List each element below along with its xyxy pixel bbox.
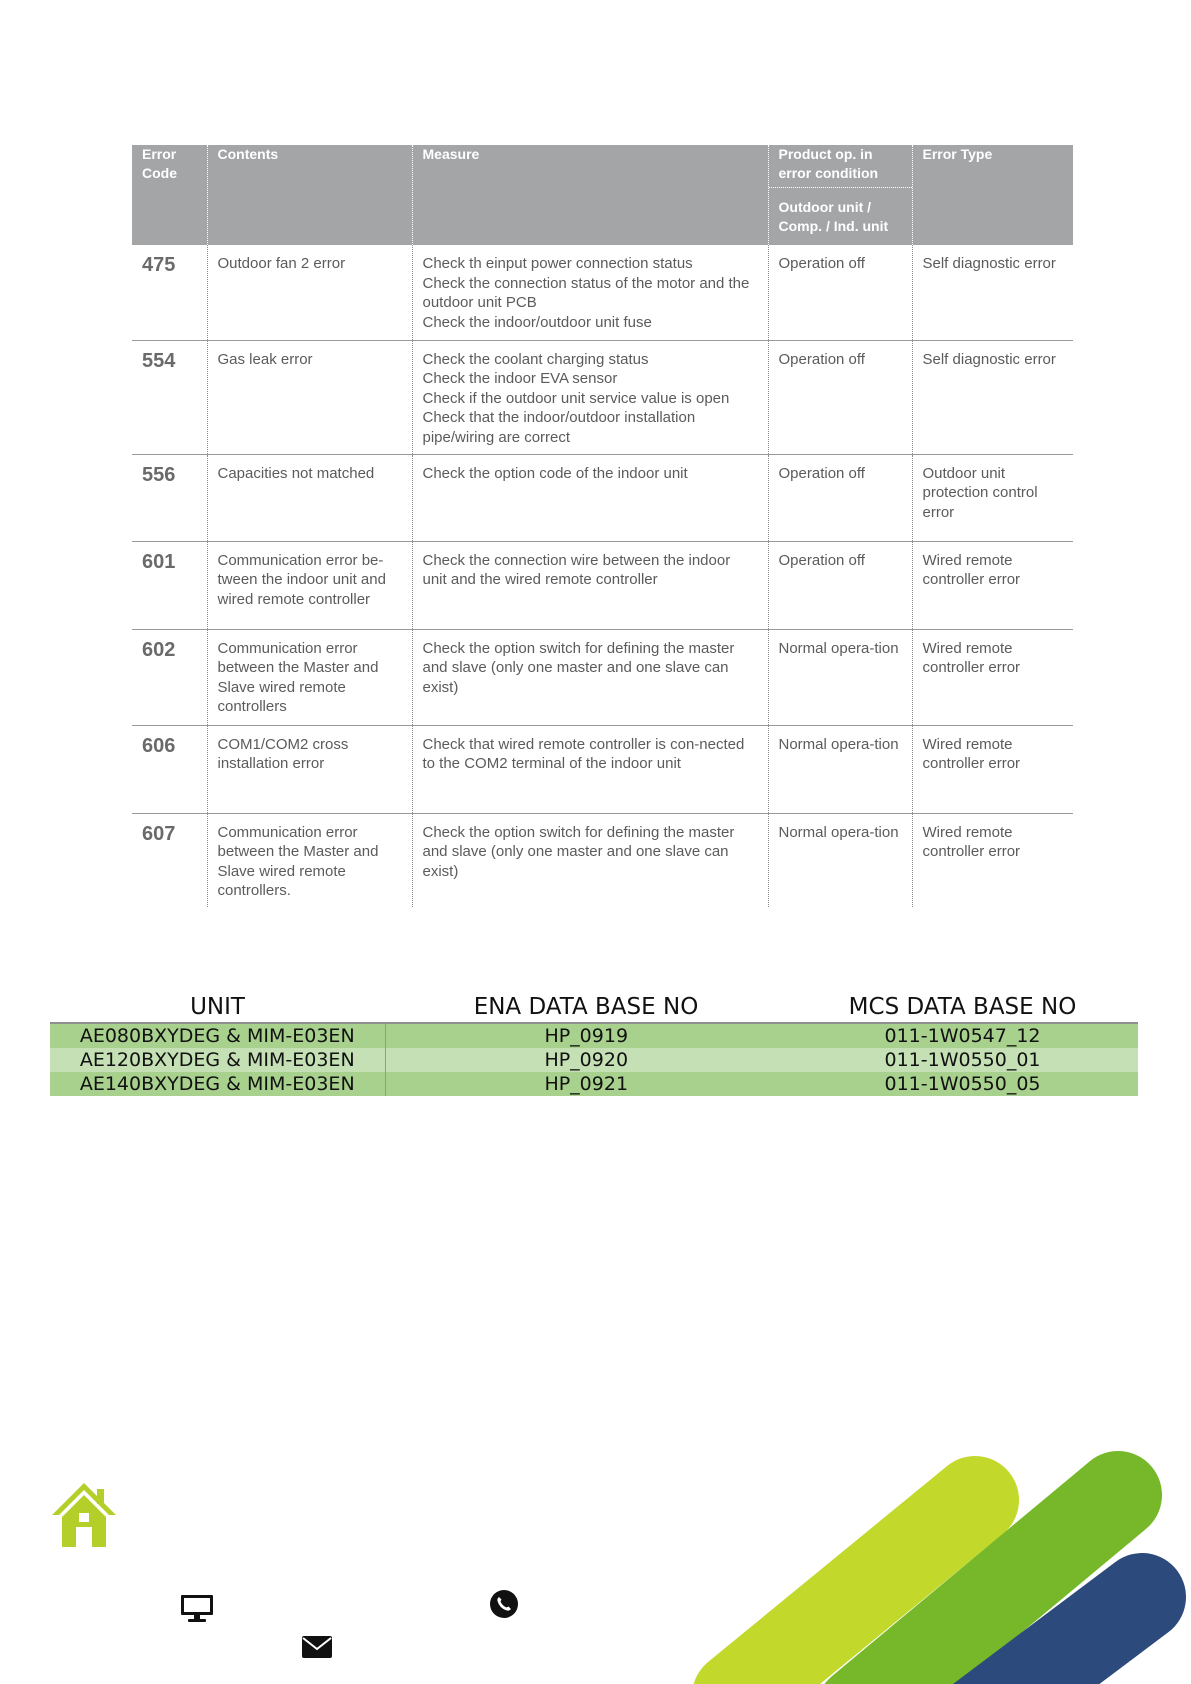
header-product-op-main: Product op. in error condition [769,145,912,188]
error-contents: Communication error between the Master and Slave wired remote controllers. [207,813,412,907]
error-type: Wired remote controller error [912,629,1073,725]
header-product-op-sub: Outdoor unit / Comp. / Ind. unit [778,199,889,234]
ena-number: HP_0919 [385,1023,787,1048]
ena-number: HP_0920 [385,1048,787,1072]
error-measure: Check the option code of the indoor unit [412,454,768,541]
error-contents: Communication error be-tween the indoor unit and wired remote controller [207,541,412,629]
error-operation: Normal opera-tion [768,725,912,813]
header-contents: Contents [207,145,412,245]
unit-model: AE120BXYDEG & MIM-E03EN [50,1048,385,1072]
mcs-number: 011-1W0550_05 [787,1072,1138,1096]
unit-model: AE140BXYDEG & MIM-E03EN [50,1072,385,1096]
header-error-type: Error Type [912,145,1073,245]
error-code: 556 [132,454,207,541]
error-code: 475 [142,254,176,276]
error-type: Wired remote controller error [912,541,1073,629]
error-measure: Check the option switch for defining the master and slave (only one master and one slave can exist) [412,629,768,725]
error-code: 606 [132,725,207,813]
error-operation: Operation off [768,245,912,340]
header-ena-number: ENA DATA BASE NO [385,994,787,1023]
error-type: Wired remote controller error [912,813,1073,907]
error-type: Self diagnostic error [912,340,1073,454]
error-code: 607 [132,813,207,907]
header-mcs-number: MCS DATA BASE NO [787,994,1138,1023]
error-contents: COM1/COM2 cross installation error [207,725,412,813]
error-operation: Normal opera-tion [768,629,912,725]
error-code: 602 [132,629,207,725]
error-operation: Operation off [768,340,912,454]
error-type: Outdoor unit protection control error [912,454,1073,541]
error-type: Self diagnostic error [912,245,1073,340]
error-measure: Check the connection wire between the indoor unit and the wired remote controller [412,541,768,629]
header-unit: UNIT [50,994,385,1023]
error-type: Wired remote controller error [912,725,1073,813]
header-measure: Measure [412,145,768,245]
ena-number: HP_0921 [385,1072,787,1096]
unit-model: AE080BXYDEG & MIM-E03EN [50,1023,385,1048]
mcs-number: 011-1W0550_01 [787,1048,1138,1072]
error-code: 554 [132,340,207,454]
header-error-code: Error Code [132,145,207,245]
error-code: 601 [132,541,207,629]
error-measure: Check th einput power connection status Check the connection status of the motor and the outdoor unit PCB Check the indoor/outdoor unit fuse [412,245,768,340]
error-operation: Operation off [768,454,912,541]
error-contents: Gas leak error [207,340,412,454]
error-contents: Capacities not matched [207,454,412,541]
error-measure: Check that wired remote controller is con-nected to the COM2 terminal of the indoor unit [412,725,768,813]
error-contents: Outdoor fan 2 error [207,245,412,340]
error-operation: Operation off [768,541,912,629]
error-operation: Normal opera-tion [768,813,912,907]
error-measure: Check the option switch for defining the master and slave (only one master and one slave can exist) [412,813,768,907]
error-contents: Communication error between the Master and Slave wired remote controllers [207,629,412,725]
mcs-number: 011-1W0547_12 [787,1023,1138,1048]
error-measure: Check the coolant charging status Check the indoor EVA sensor Check if the outdoor unit service value is open Check that the indoor/outdoor installation pipe/wiring are correct [412,340,768,454]
